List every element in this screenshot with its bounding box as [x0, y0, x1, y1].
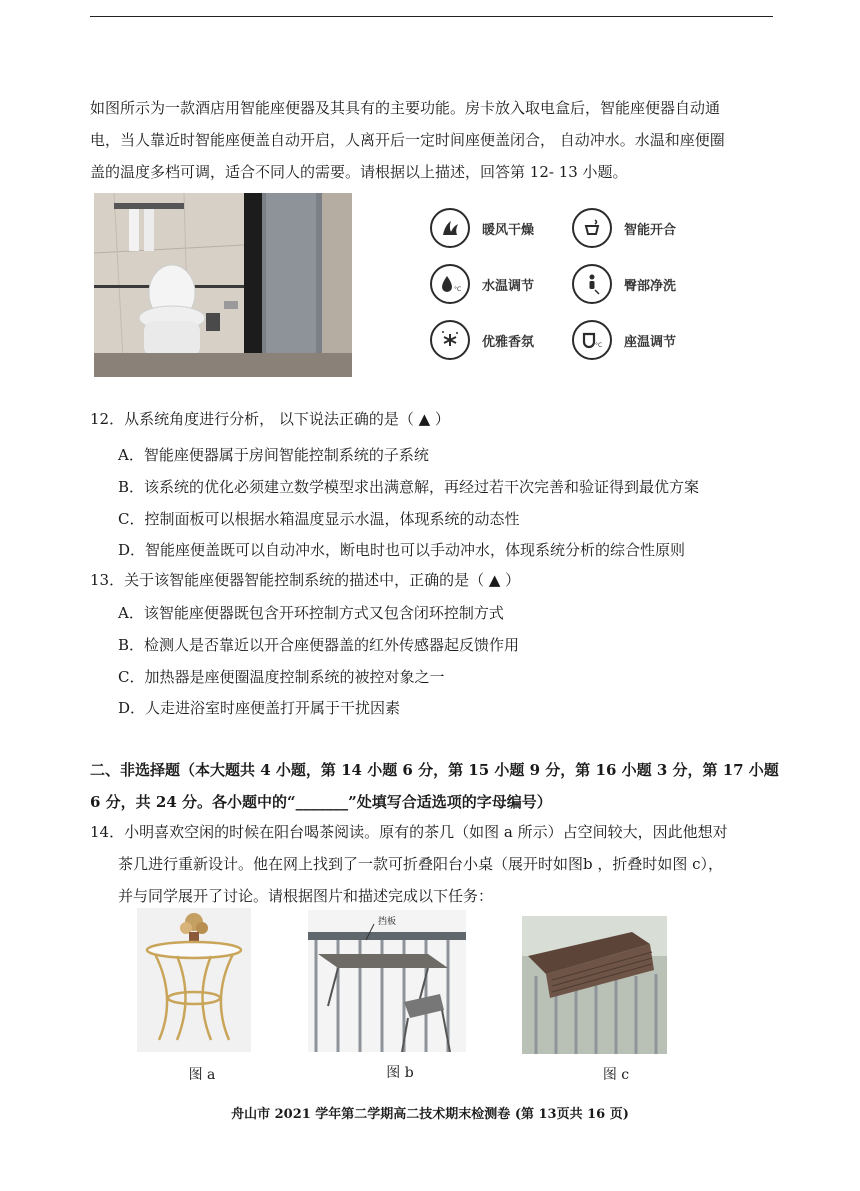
- q14-line: 并与同学展开了讨论。请根据图片和描述完成以下任务：: [118, 887, 494, 905]
- smart-lid-icon: [572, 208, 612, 248]
- feature-label: 水温调节: [482, 278, 535, 294]
- intro-paragraph: [90, 92, 773, 188]
- toilet-photo: [94, 193, 352, 377]
- q13-stem: 13．关于该智能座便器智能控制系统的描述中，正确的是（ ▲ ）: [90, 571, 521, 589]
- q12-option-b: B．该系统的优化必须建立数学模型求出满意解，再经过若干次完善和验证得到最优方案: [118, 478, 700, 496]
- figure-b-image: [308, 910, 466, 1052]
- feature-item: [430, 320, 534, 360]
- section-heading-line: 6 分，共 24 分。各小题中的“_______”处填写合适选项的字母编号）: [90, 793, 552, 811]
- q14-line: 14．小明喜欢空闲的时候在阳台喝茶阅读。原有的茶几（如图 a 所示）占空间较大，因此他想对: [90, 823, 728, 841]
- q13-option-a: A．该智能座便器既包含开环控制方式又包含闭环控制方式: [118, 604, 504, 622]
- fragrance-icon: [430, 320, 470, 360]
- q13-option-d: D．人走进浴室时座便盖打开属于干扰因素: [118, 699, 401, 717]
- q14-line: 茶几进行重新设计。他在网上找到了一款可折叠阳台小桌（展开时如图b ，折叠时如图 c），: [118, 855, 724, 873]
- q12-option-d: D．智能座便盖既可以自动冲水，断电时也可以手动冲水，体现系统分析的综合性原则: [118, 541, 686, 559]
- section-heading: [90, 754, 780, 818]
- water-temp-icon: [430, 264, 470, 304]
- intro-line: 如图所示为一款酒店用智能座便器及其具有的主要功能。房卡放入取电盒后，智能座便器自动通: [90, 99, 721, 117]
- feature-label: 智能开合: [624, 222, 677, 238]
- figure-a-caption: 图 a: [188, 1067, 216, 1083]
- intro-line: 盖的温度多档可调，适合不同人的需要。请根据以上描述，回答第 12- 13 小题。: [90, 163, 628, 181]
- q14-paragraph: [90, 816, 773, 912]
- warm-air-icon: [430, 208, 470, 248]
- feature-label: 座温调节: [624, 334, 677, 350]
- q13-option-b: B．检测人是否靠近以开合座便器盖的红外传感器起反馈作用: [118, 636, 520, 654]
- figure-c-image: [522, 916, 667, 1054]
- figure-c-caption: 图 c: [602, 1067, 630, 1083]
- feature-item: [572, 320, 676, 360]
- feature-label: 臀部净洗: [624, 278, 677, 294]
- feature-item: [430, 208, 534, 248]
- q13-option-c: C．加热器是座便圈温度控制系统的被控对象之一: [118, 668, 445, 686]
- figure-b-caption: 图 b: [386, 1065, 414, 1081]
- feature-item: [572, 264, 676, 304]
- feature-label: 暖风干燥: [482, 222, 535, 238]
- section-heading-line: 二、非选择题（本大题共 4 小题，第 14 小题 6 分，第 15 小题 9 分，第 16 小题 3 分，第 17 小题: [90, 761, 779, 779]
- svg-text:°C: °C: [595, 342, 603, 349]
- page-footer: 舟山市 2021 学年第二学期高二技术期末检测卷 (第 13页共 16 页): [231, 1107, 629, 1122]
- wash-icon: [572, 264, 612, 304]
- intro-line: 电，当人靠近时智能座便盖自动开启，人离开后一定时间座便盖闭合， 自动冲水。水温和座便圈: [90, 131, 725, 149]
- feature-grid: [420, 196, 710, 372]
- feature-item: [430, 264, 534, 304]
- figure-b-label: 挡板: [378, 917, 397, 927]
- feature-item: [572, 208, 676, 248]
- q12-stem: 12．从系统角度进行分析， 以下说法正确的是（ ▲ ）: [90, 410, 450, 428]
- seat-temp-icon: [572, 320, 612, 360]
- svg-text:°C: °C: [454, 286, 462, 293]
- q12-option-a: A．智能座便器属于房间智能控制系统的子系统: [118, 446, 429, 464]
- figure-a-image: [137, 908, 251, 1052]
- feature-label: 优雅香氛: [482, 334, 535, 350]
- q12-option-c: C．控制面板可以根据水箱温度显示水温，体现系统的动态性: [118, 510, 520, 528]
- header-rule: [90, 16, 773, 17]
